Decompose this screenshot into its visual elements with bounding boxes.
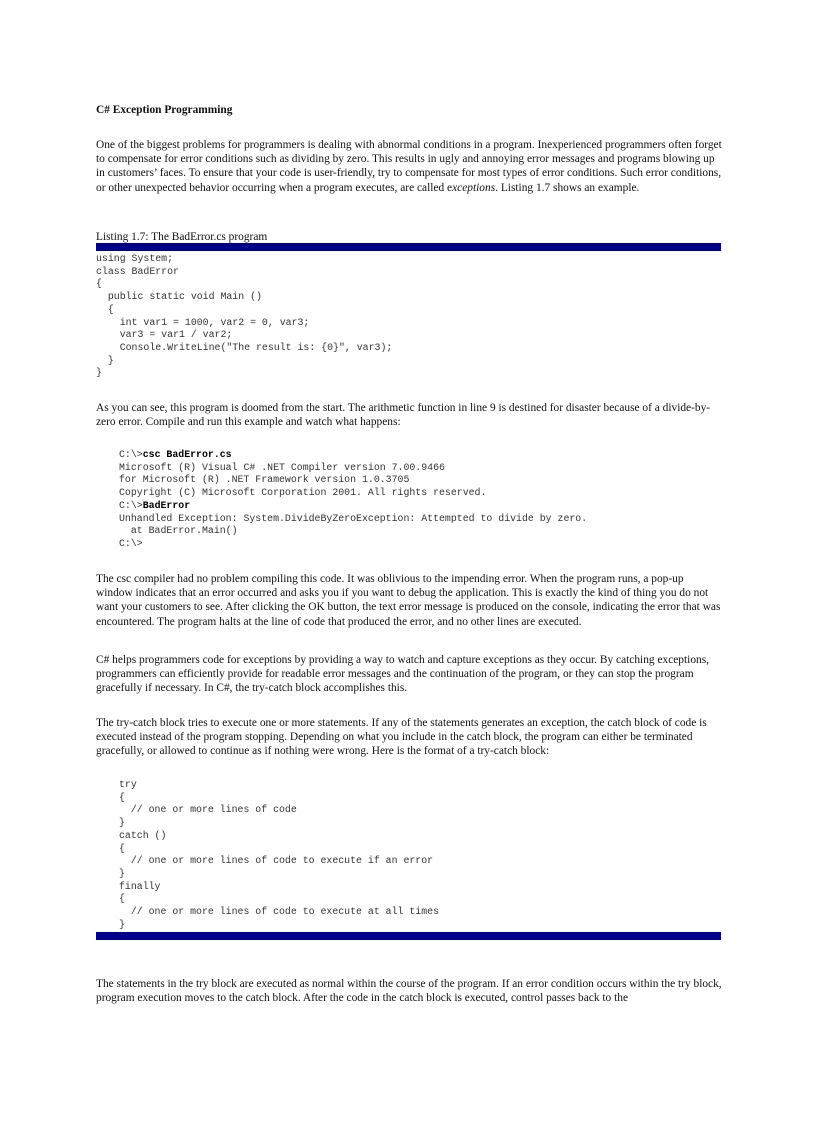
code-line: // one or more lines of code <box>119 804 297 816</box>
console-line: Copyright (C) Microsoft Corporation 2001. All rights reserved. <box>119 487 487 499</box>
code-line: } <box>119 867 125 879</box>
listing-top-rule <box>96 243 721 251</box>
page-title: C# Exception Programming <box>96 104 233 116</box>
console-line <box>119 500 587 513</box>
code-line: // one or more lines of code to execute if an error <box>119 855 434 867</box>
console-prompt: C:\> <box>119 499 143 511</box>
console-line <box>119 449 587 462</box>
code-line: var3 = var1 / var2; <box>96 329 233 341</box>
paragraph-after-listing: As you can see, this program is doomed from the start. The arithmetic function in line 9 is destined for disaster because of a divide-by-zero error. Compile and run this example and watch what happens: <box>96 402 711 429</box>
code-line: { <box>96 303 114 315</box>
code-line: } <box>119 918 125 930</box>
code-line: Console.WriteLine("The result is: {0}", var3); <box>96 341 393 353</box>
intro-text-end: . Listing 1.7 shows an example. <box>495 181 640 194</box>
code-line: } <box>119 817 125 829</box>
paragraph-trycatch: The try-catch block tries to execute one or more statements. If any of the statements generates an exception, the catch block of code is executed instead of the program stopping. Depending on what you include in the catch block, the program can either be terminated gracefully, or allowed to continue as if nothing were wrong. Here is the format of a try-catch block: <box>96 717 707 758</box>
listing-code-block <box>96 253 392 380</box>
code-line: { <box>119 893 125 905</box>
code-line: try <box>119 779 137 790</box>
code-line: { <box>119 842 125 854</box>
console-line: Unhandled Exception: System.DivideByZeroException: Attempted to divide by zero. <box>119 512 588 524</box>
console-line: for Microsoft (R) .NET Framework version 1.0.3705 <box>119 474 410 486</box>
intro-paragraph <box>96 138 722 195</box>
code-line: finally <box>119 880 161 892</box>
trycatch-code-block <box>119 779 439 931</box>
console-command: csc BadError.cs <box>142 449 232 460</box>
console-command: BadError <box>142 499 191 511</box>
code-line: } <box>96 367 102 379</box>
code-line: // one or more lines of code to execute at all times <box>119 906 440 918</box>
intro-emphasis: xceptions <box>452 181 496 194</box>
listing-caption: Listing 1.7: The BadError.cs program <box>96 231 268 243</box>
code-line: } <box>96 354 114 366</box>
console-prompt: C:\> <box>119 449 143 460</box>
code-line: { <box>96 278 102 290</box>
code-line: class BadError <box>96 265 179 277</box>
console-line: C:\> <box>119 537 143 549</box>
code-line: using System; <box>96 253 174 264</box>
code-line: int var1 = 1000, var2 = 0, var3; <box>96 316 310 328</box>
console-line: Microsoft (R) Visual C# .NET Compiler version 7.00.9466 <box>119 461 445 473</box>
paragraph-csc: The csc compiler had no problem compiling this code. It was oblivious to the impending error. When the program runs, a pop-up window indicates that an error occurred and asks you if you want to debug the application. This is exactly the kind of thing you do not want your customers to see. After clicking the OK button, the text error message is produced on the console, indicating the error that was encountered. The program halts at the line of code that produced the error, and no other lines are executed. <box>96 573 721 628</box>
console-output-block <box>119 449 587 551</box>
code-line: { <box>119 791 125 803</box>
paragraph-helps: C# helps programmers code for exceptions by providing a way to watch and capture exceptions as they occur. By catching exceptions, programmers can efficiently provide for readable error messages and the continuation of the program, or they can stop the program gracefully if necessary. In C#, the try-catch block accomplishes this. <box>96 654 710 695</box>
code-line: public static void Main () <box>96 291 262 303</box>
code-line: catch () <box>119 829 167 841</box>
intro-text: One of the biggest problems for programmers is dealing with abnormal conditions in a program. Inexperienced programmers often forget to compensate for error conditions such as dividing by zero. This results in ugly and annoying error messages and programs blowing up in customers’ faces. To ensure that your code is user-friendly, try to compensate for most types of error conditions. Such error conditions, or other unexpected behavior occurring when a program executes, are called e <box>96 139 722 194</box>
paragraph-final: The statements in the try block are executed as normal within the course of the program. If an error condition occurs within the try block, program execution moves to the catch block. After the code in the catch block is executed, control passes back to the <box>96 978 722 1005</box>
trycatch-bottom-rule <box>96 932 721 940</box>
console-line: at BadError.Main() <box>119 525 238 537</box>
